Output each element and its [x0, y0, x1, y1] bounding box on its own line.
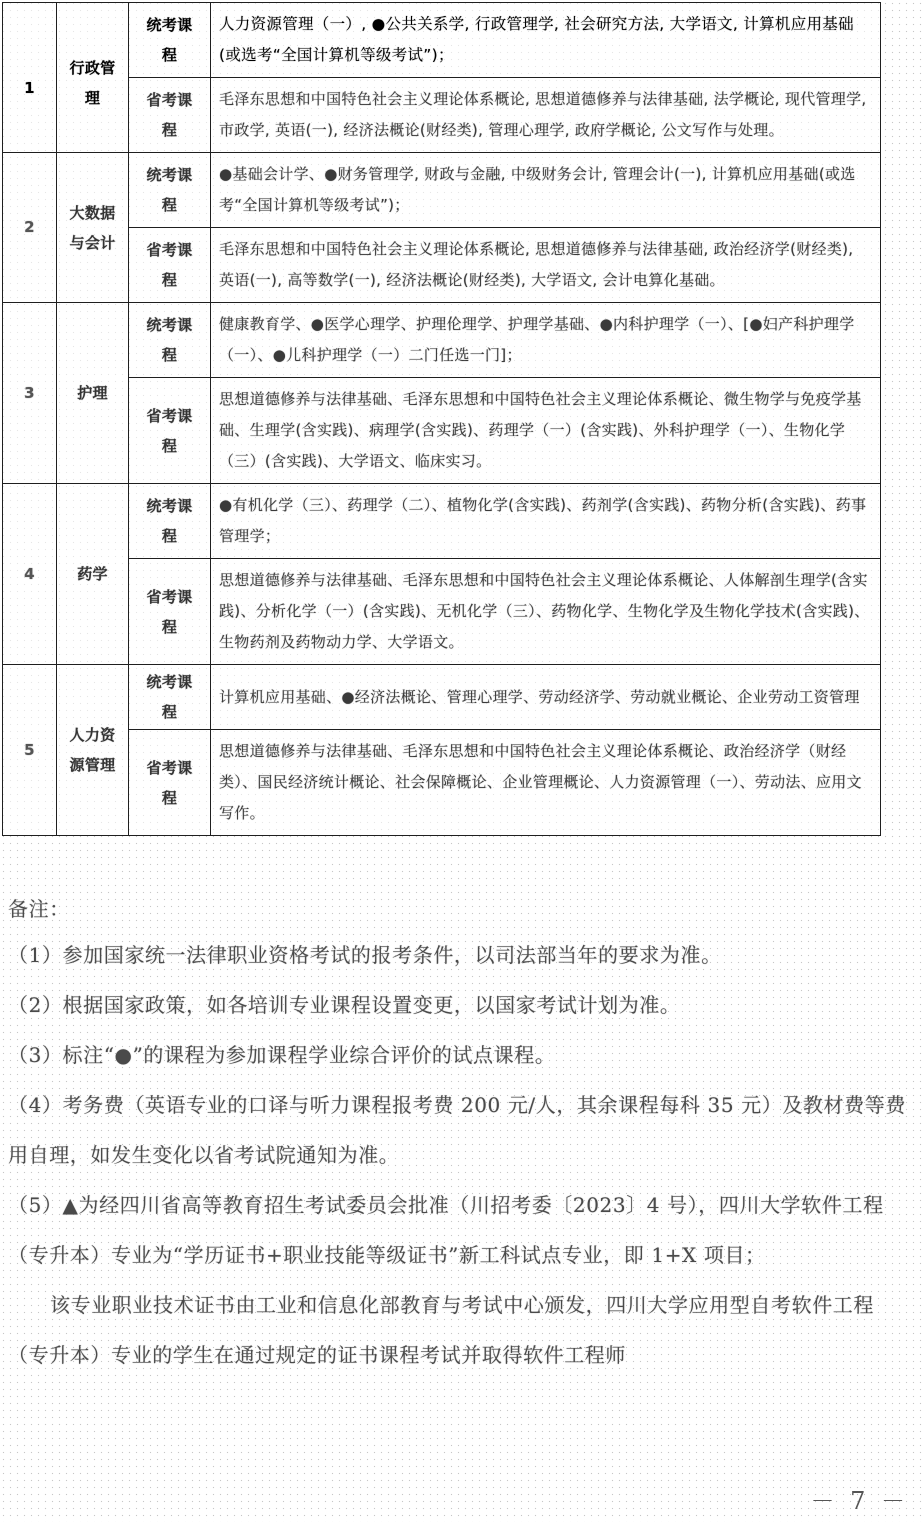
course-list: 人力资源管理（一）, ●公共关系学, 行政管理学, 社会研究方法, 大学语文, 计算机应用基础(或选考“全国计算机等级考试”)； [211, 3, 881, 78]
course-type-label: 省考课程 [129, 559, 211, 665]
course-list: 毛泽东思想和中国特色社会主义理论体系概论, 思想道德修养与法律基础, 法学概论, 现代管理学, 市政学, 英语(一), 经济法概论(财经类), 管理心理学, 政府学概论, 公文写作与处理。 [211, 78, 881, 153]
table-row [3, 665, 881, 730]
course-list: 思想道德修养与法律基础、毛泽东思想和中国特色社会主义理论体系概论、人体解剖生理学(含实践)、分析化学（一）(含实践)、无机化学（三）、药物化学、生物化学及生物化学技术(含实践)、生物药剂及药物动力学、大学语文。 [211, 559, 881, 665]
table-row [3, 303, 881, 378]
row-number: 5 [3, 665, 57, 836]
course-plan-table [2, 2, 881, 836]
course-type-label: 统考课程 [129, 303, 211, 378]
major-name: 大数据与会计 [57, 153, 129, 303]
course-type-label: 统考课程 [129, 153, 211, 228]
major-name: 药学 [57, 484, 129, 665]
row-number: 4 [3, 484, 57, 665]
course-list: ●基础会计学、●财务管理学, 财政与金融, 中级财务会计, 管理会计(一), 计算机应用基础(或选考“全国计算机等级考试”)； [211, 153, 881, 228]
note-item: （4）考务费（英语专业的口译与听力课程报考费 200 元/人，其余课程每科 35 元）及教材费等费用自理，如发生变化以省考试院通知为准。 [8, 1093, 906, 1167]
row-number: 3 [3, 303, 57, 484]
major-name: 行政管理 [57, 3, 129, 153]
course-type-label: 省考课程 [129, 228, 211, 303]
note-item: （3）标注“●”的课程为参加课程学业综合评价的试点课程。 [8, 1043, 556, 1067]
row-number: 2 [3, 153, 57, 303]
note-item: （2）根据国家政策，如各培训专业课程设置变更，以国家考试计划为准。 [8, 993, 681, 1017]
table-row [3, 153, 881, 228]
course-type-label: 省考课程 [129, 730, 211, 836]
table-row [3, 228, 881, 303]
course-type-label: 统考课程 [129, 665, 211, 730]
course-list: ●有机化学（三）、药理学（二）、植物化学(含实践)、药剂学(含实践)、药物分析(含实践)、药事管理学； [211, 484, 881, 559]
table-row [3, 559, 881, 665]
table-row [3, 484, 881, 559]
table-row [3, 730, 881, 836]
note-paragraph: 该专业职业技术证书由工业和信息化部教育与考试中心颁发，四川大学应用型自考软件工程（专升本）专业的学生在通过规定的证书课程考试并取得软件工程师 [8, 1293, 874, 1367]
notes-title: 备注： [8, 897, 70, 921]
table-row [3, 3, 881, 78]
notes-section [8, 888, 910, 1380]
course-type-label: 统考课程 [129, 3, 211, 78]
note-item: （5）▲为经四川省高等教育招生考试委员会批准（川招考委〔2023〕4 号），四川大学软件工程（专升本）专业为“学历证书+职业技能等级证书”新工科试点专业，即 1+X 项目； [8, 1193, 884, 1267]
note-item: （1）参加国家统一法律职业资格考试的报考条件，以司法部当年的要求为准。 [8, 943, 722, 967]
course-type-label: 省考课程 [129, 378, 211, 484]
course-list: 毛泽东思想和中国特色社会主义理论体系概论, 思想道德修养与法律基础, 政治经济学(财经类), 英语(一), 高等数学(一), 经济法概论(财经类), 大学语文, 会计电算化基础。 [211, 228, 881, 303]
course-list: 计算机应用基础、●经济法概论、管理心理学、劳动经济学、劳动就业概论、企业劳动工资管理 [211, 665, 881, 730]
course-list: 健康教育学、●医学心理学、护理伦理学、护理学基础、●内科护理学（一）、[●妇产科护理学（一）、●儿科护理学（一）二门任选一门]； [211, 303, 881, 378]
page-number: － 7 － [810, 1487, 909, 1515]
course-type-label: 省考课程 [129, 78, 211, 153]
course-type-label: 统考课程 [129, 484, 211, 559]
major-name: 护理 [57, 303, 129, 484]
table-row [3, 378, 881, 484]
course-list: 思想道德修养与法律基础、毛泽东思想和中国特色社会主义理论体系概论、政治经济学（财经类）、国民经济统计概论、社会保障概论、企业管理概论、人力资源管理（一）、劳动法、应用文写作。 [211, 730, 881, 836]
course-list: 思想道德修养与法律基础、毛泽东思想和中国特色社会主义理论体系概论、微生物学与免疫学基础、生理学(含实践)、病理学(含实践)、药理学（一）(含实践)、外科护理学（一）、生物化学（三）(含实践)、大学语文、临床实习。 [211, 378, 881, 484]
table-row [3, 78, 881, 153]
major-name: 人力资源管理 [57, 665, 129, 836]
row-number: 1 [3, 3, 57, 153]
